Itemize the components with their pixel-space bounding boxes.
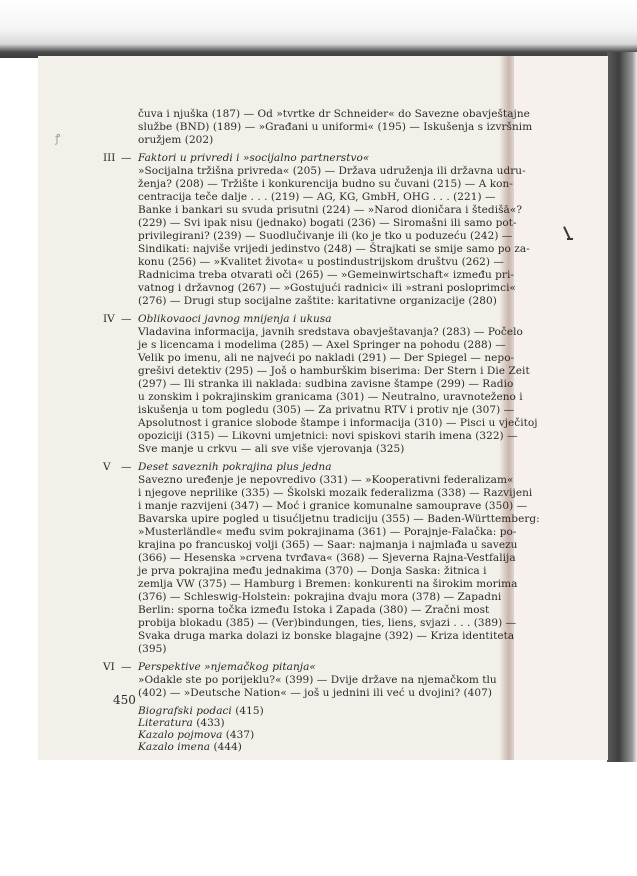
toc-line: vatnog i državnog (267) — »Gostujući radnici« ili »strani posloprimci« (138, 282, 516, 294)
appendix-label: Kazalo pojmova (138, 729, 223, 741)
appendix-page: (415) (235, 705, 264, 717)
toc-line: Savezno uređenje je nepovredivo (331) — »Kooperativni federalizam« (138, 474, 514, 486)
toc-line: grešivi detektiv (295) — Još o hamburškim biserima: Der Stern i Die Zeit (138, 365, 530, 377)
toc-line: u zonskim i pokrajinskim granicama (301) — Neutralno, uravnoteženo i (138, 391, 523, 403)
toc-line: (229) — Svi ipak nisu (jednako) bogati (236) — Siromašni ili samo pot- (138, 217, 517, 229)
appendix-page: (433) (196, 717, 225, 729)
appendix-page: (444) (213, 741, 242, 753)
toc-line: »Odakle ste po porijeklu?« (399) — Dvije države na njemačkom tlu (138, 674, 497, 686)
appendix-entry (138, 741, 242, 753)
section-title: Deset saveznih pokrajina plus jedna (138, 461, 332, 473)
toc-line: (395) (138, 643, 167, 655)
toc-line: Sindikati: najviše vrijedi jedinstvo (248) — Štrajkati se smije samo po za- (138, 243, 530, 255)
toc-line: Bavarska upire pogled u tisućljetnu tradiciju (355) — Baden-Württemberg: (138, 513, 540, 525)
appendix-entry (138, 729, 254, 741)
section-dash: — (121, 313, 132, 325)
toc-line: centracija teče dalje . . . (219) — AG, KG, GmbH, OHG . . . (221) — (138, 191, 496, 203)
section-dash: — (121, 661, 132, 673)
toc-line: opoziciji (315) — Likovni umjetnici: novi spiskovi starih imena (322) — (138, 430, 518, 442)
toc-line: je prva pokrajina među jednakima (370) — Donja Saska: žitnica i (138, 565, 487, 577)
section-title: Faktori u privredi i »socijalno partnerstvo« (138, 152, 370, 164)
toc-line: Berlin: sporna točka između Istoka i Zapada (380) — Zračni most (138, 604, 490, 616)
section-title: Oblikovaoci javnog mnijenja i ukusa (138, 313, 332, 325)
toc-line: Banke i bankari su svuda prisutni (224) — »Narod dioničara i štedišā«? (138, 204, 523, 216)
toc-line: iskušenja u tom pogledu (305) — Za privatnu RTV i protiv nje (307) — (138, 404, 515, 416)
toc-line: Velik po imenu, ali ne najveći po nakladi (291) — Der Spiegel — nepo- (138, 352, 515, 364)
appendix-page: (437) (225, 729, 255, 741)
toc-line: Radnicima treba otvarati oči (265) — »Gemeinwirtschaft« između pri- (138, 269, 514, 281)
margin-pencil-mark: ꝭ (55, 132, 61, 145)
toc-line: službe (BND) (189) — »Građani u uniformi« (195) — Iskušenja s izvršnim (138, 121, 533, 133)
toc-line: zemlja VW (375) — Hamburg i Bremen: konkurenti na širokim morima (138, 578, 518, 590)
section-dash: — (121, 461, 132, 473)
toc-line: i njegove neprilike (335) — Školski mozaik federalizma (338) — Razvijeni (138, 487, 533, 499)
toc-line: konu (256) — »Kvalitet života« u postindustrijskom društvu (262) — (138, 256, 504, 268)
toc-line: (402) — »Deutsche Nation« — još u jednini ili već u dvojini? (407) (138, 687, 492, 699)
section-numeral: IV (103, 313, 115, 325)
toc-line: Vladavina informacija, javnih sredstava obavještavanja? (283) — Počelo (138, 326, 523, 338)
toc-line: Svaka druga marka dolazi iz bonske blagajne (392) — Kriza identiteta (138, 630, 515, 642)
section-dash: — (121, 152, 132, 164)
toc-line: Sve manje u crkvu — ali sve više vjerovanja (325) (138, 443, 405, 455)
toc-line: (376) — Schleswig-Holstein: pokrajina dvaju mora (378) — Zapadni (138, 591, 502, 603)
appendix-label: Literatura (138, 717, 193, 729)
toc-line: ženja? (208) — Tržište i konkurencija budno su čuvani (215) — A kon- (138, 178, 513, 190)
toc-line: »Socijalna tržišna privreda« (205) — Država udruženja ili državna udru- (138, 165, 526, 177)
appendix-entry (138, 705, 264, 717)
toc-line: i manje razvijeni (347) — Moć i granice komunalne samouprave (350) — (138, 500, 528, 512)
toc-line: krajina po francuskoj volji (365) — Saar: najmanja i najmlađa u savezu (138, 539, 518, 551)
appendix-entry (138, 717, 225, 729)
toc-line: »Musterländle« među svim pokrajinama (361) — Porajnje-Falačka: po- (138, 526, 517, 538)
section-numeral: V (103, 461, 111, 473)
toc-line: privilegirani? (239) — Suodlučivanje ili (ko je tko u poduzeću (242) — (138, 230, 513, 242)
section-numeral: III (103, 152, 116, 164)
section-numeral: VI (103, 661, 115, 673)
toc-line: (276) — Drugi stup socijalne zaštite: karitativne organizacije (280) (138, 295, 497, 307)
toc-line: čuva i njuška (187) — Od »tvrtke dr Schneider« do Savezne obavještajne (138, 108, 530, 120)
appendix-label: Biografski podaci (138, 705, 232, 717)
toc-line: oružjem (202) (138, 134, 214, 146)
toc-line: (297) — Ili stranka ili naklada: sudbina zavisne štampe (299) — Radio (138, 378, 514, 390)
appendix-label: Kazalo imena (138, 741, 211, 753)
toc-line: (366) — Hesenska »crvena tvrđava« (368) — Sjeverna Rajna-Vestfalija (138, 552, 516, 564)
page-number: 450 (113, 693, 136, 707)
section-title: Perspektive »njemačkog pitanja« (138, 661, 316, 673)
toc-line: probija blokadu (385) — (Ver)bindungen, ties, liens, svjazi . . . (389) — (138, 617, 517, 629)
toc-line: je s licencama i modelima (285) — Axel Springer na pohodu (288) — (138, 339, 506, 351)
toc-line: Apsolutnost i granice slobode štampe i informacija (310) — Pisci u vječitoj (138, 417, 538, 429)
